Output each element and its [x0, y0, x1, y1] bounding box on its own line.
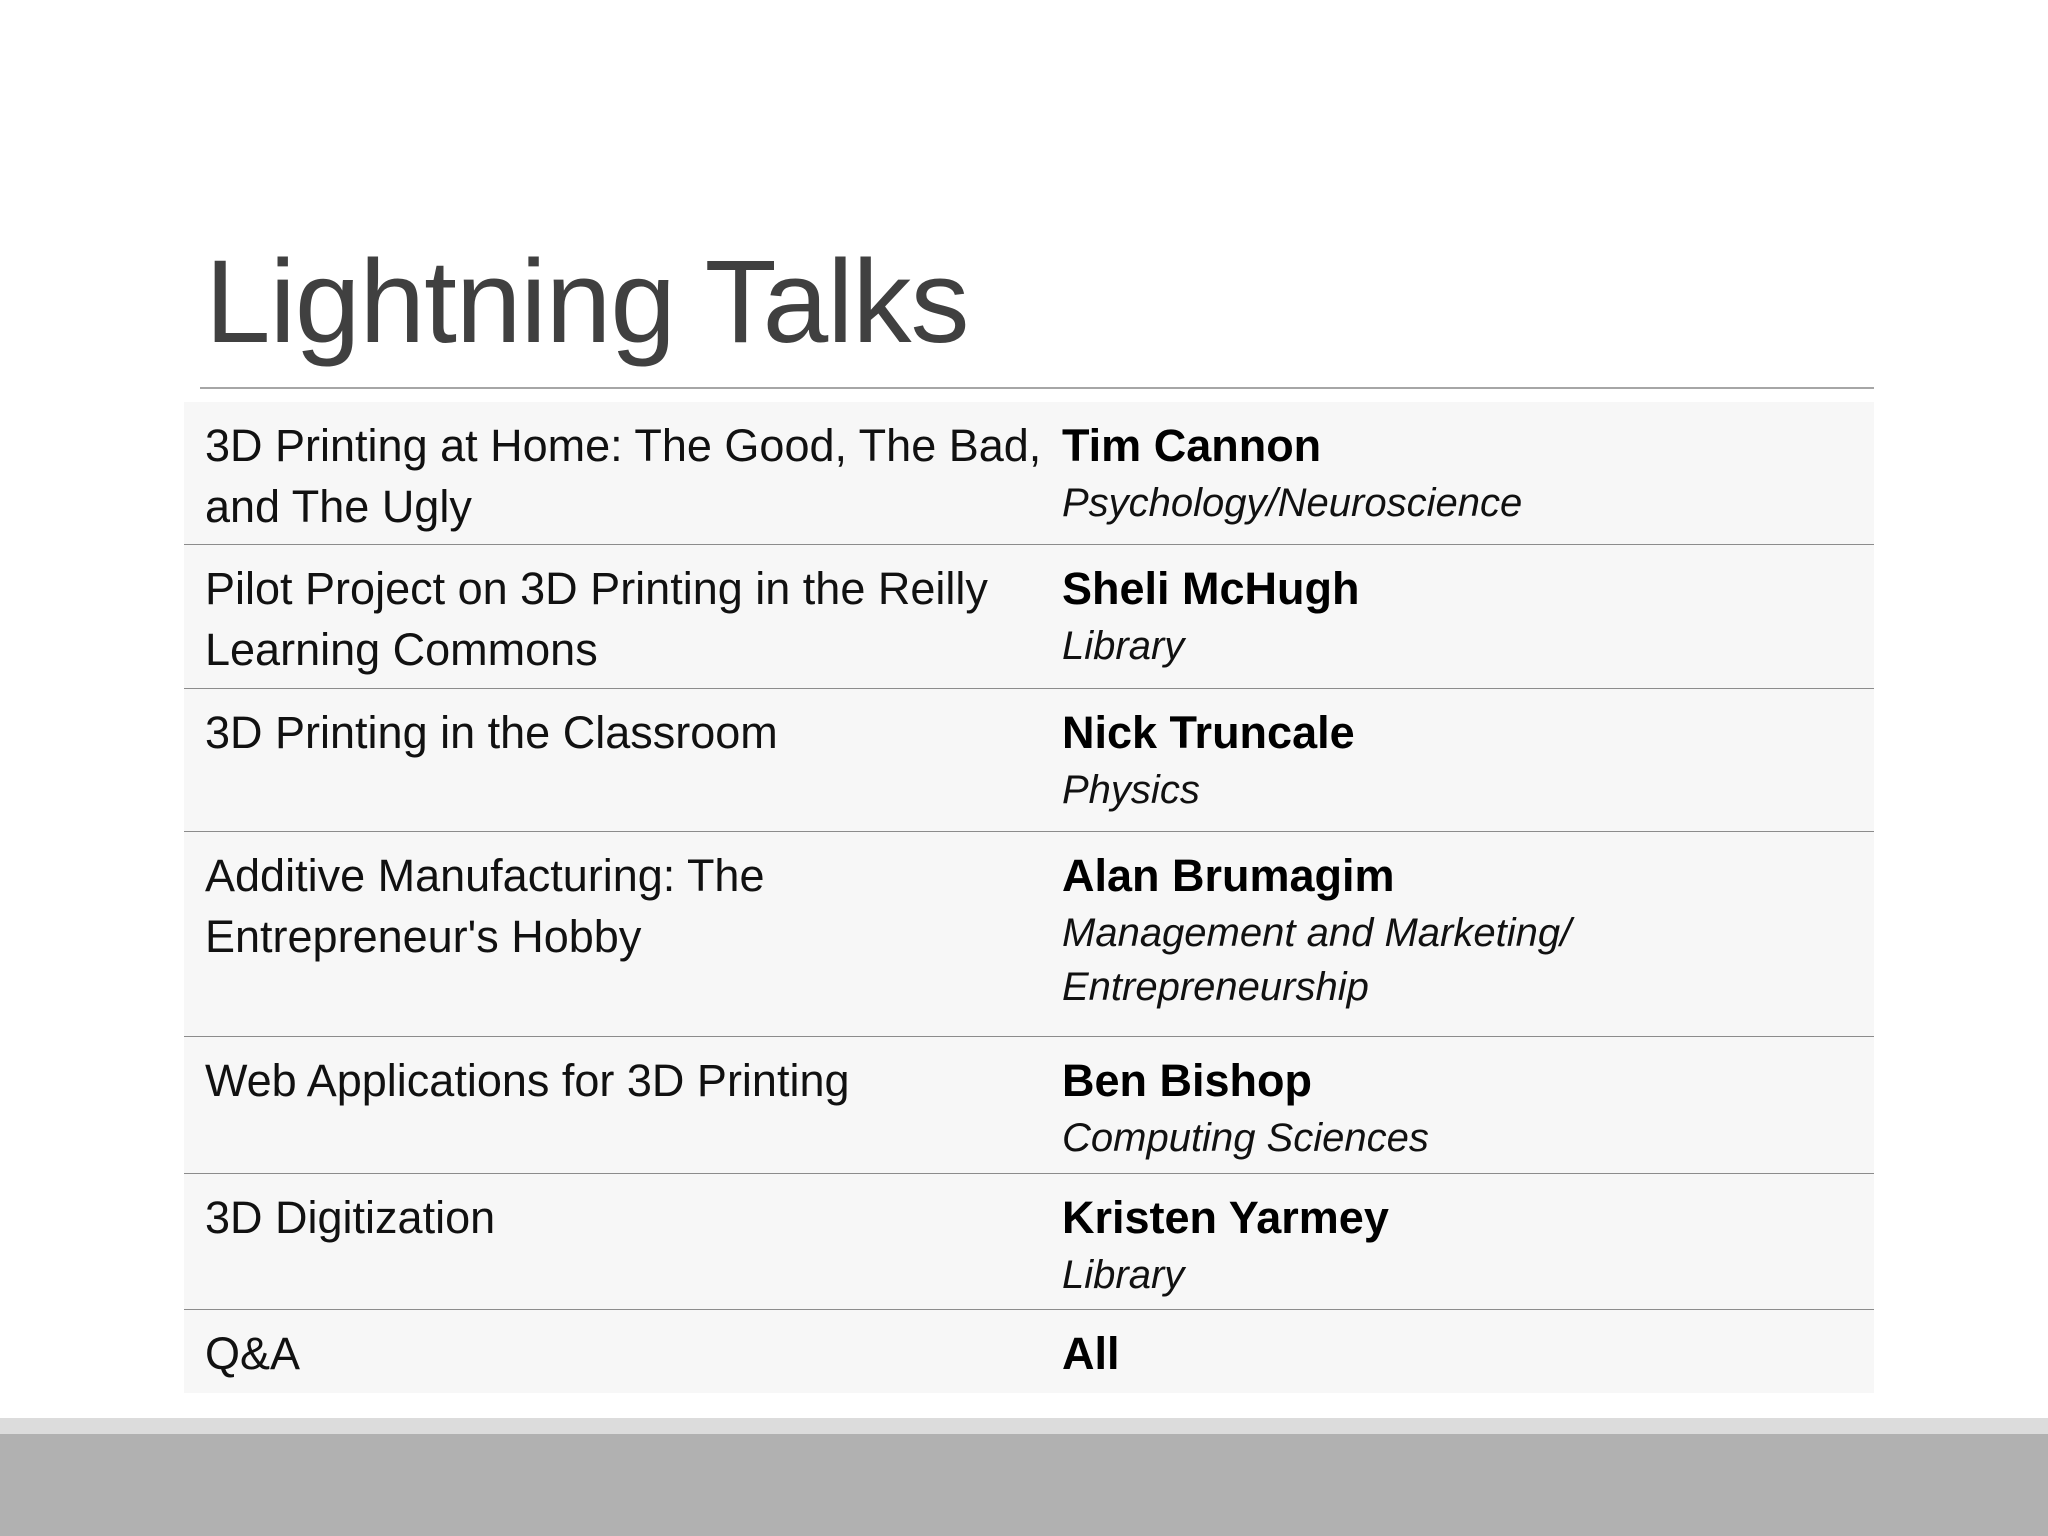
talk-topic: 3D Digitization [205, 1192, 496, 1243]
presenter-cell [1062, 832, 1874, 1036]
table-row [184, 1310, 1874, 1393]
table-row [184, 1037, 1874, 1174]
table-row [184, 1174, 1874, 1310]
talk-topic: Additive Manufacturing: The Entrepreneur's Hobby [205, 850, 765, 962]
talk-topic: 3D Printing in the Classroom [205, 707, 778, 758]
talk-topic: Web Applications for 3D Printing [205, 1055, 850, 1106]
presenter-department: Physics [1062, 768, 1200, 812]
talk-topic: Q&A [205, 1328, 301, 1379]
presenter-cell [1062, 402, 1874, 544]
table-row [184, 402, 1874, 545]
title-divider [200, 387, 1874, 389]
presenter-cell [1062, 1310, 1874, 1393]
presenter-cell [1062, 1174, 1874, 1309]
table-row [184, 689, 1874, 832]
talk-topic: Pilot Project on 3D Printing in the Reilly Learning Commons [205, 563, 988, 675]
talk-topic: 3D Printing at Home: The Good, The Bad, and The Ugly [205, 420, 1042, 532]
presenter-name: Ben Bishop [1062, 1055, 1313, 1106]
presenter-cell [1062, 1037, 1874, 1173]
presenter-name: All [1062, 1328, 1120, 1379]
footer-band [0, 1434, 2048, 1536]
talks-table [184, 402, 1874, 1393]
presenter-cell [1062, 545, 1874, 688]
presenter-cell [1062, 689, 1874, 831]
presenter-department: Psychology/Neuroscience [1062, 481, 1523, 525]
presenter-department: Management and Marketing/ Entrepreneurship [1062, 911, 1572, 1009]
presenter-name: Sheli McHugh [1062, 563, 1360, 614]
presenter-name: Tim Cannon [1062, 420, 1322, 471]
presenter-department: Computing Sciences [1062, 1116, 1429, 1160]
presenter-name: Alan Brumagim [1062, 850, 1395, 901]
table-row [184, 832, 1874, 1037]
presenter-name: Kristen Yarmey [1062, 1192, 1389, 1243]
presenter-department: Library [1062, 624, 1185, 668]
presenter-name: Nick Truncale [1062, 707, 1355, 758]
table-row [184, 545, 1874, 689]
presenter-department: Library [1062, 1253, 1185, 1297]
footer-accent-bar [0, 1418, 2048, 1434]
slide-title: Lightning Talks [205, 236, 969, 368]
